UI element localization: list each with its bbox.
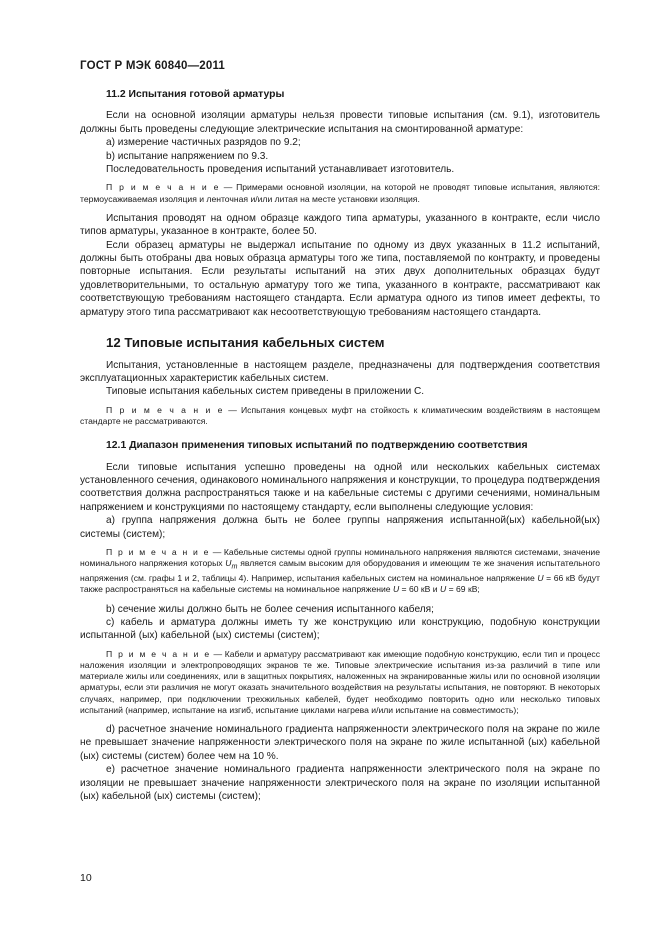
note: [80, 547, 600, 596]
note-text: является самым высоким для оборудования и имеющим те же значения испытательного напряжения (см. графы 1 и 2, таблицы 4). Например, испытания кабельных систем на номинальное напряжение: [80, 558, 600, 584]
note-text: = 69 кВ;: [446, 584, 480, 595]
page-number: 10: [80, 872, 92, 884]
list-item-b: b) испытание напряжением по 9.3.: [106, 150, 269, 162]
paragraph: Последовательность проведения испытаний устанавливает изготовитель.: [106, 164, 455, 176]
paragraph: Испытания проводят на одном образце каждого типа арматуры, указанного в контракте, если число типов арматуры, указанное в контракте, более 50.: [80, 212, 600, 238]
note-text: — Примерами основной изоляции, на которой не проводят типовые испытания, являются: термоусаживаемая изоляция и ленточная и/или литая на месте установки изоляция.: [80, 182, 600, 204]
document-code: ГОСТ Р МЭК 60840—2011: [80, 60, 226, 72]
symbol-u: U: [439, 584, 447, 595]
list-item-a: a) измерение частичных разрядов по 9.2;: [106, 137, 301, 149]
document-body: [80, 88, 600, 803]
note-text: = 66 кВ будут также распространяться на кабельные системы на номинальное напряжение: [80, 573, 600, 595]
list-item-e: e) расчетное значение номинального градиента напряженности электрического поля на экране по изоляции не превышает значение напряженности электрического поля на экране по изоляции испытанной (ых) кабельной (ых) системы (систем);: [80, 764, 600, 802]
list-item-a: a) группа напряжения должна быть не более группы напряжения испытанной(ых) кабельной(ых) системы (систем);: [80, 515, 600, 540]
paragraph: Если типовые испытания успешно проведены на одной или нескольких кабельных системах установленного сечения, одинакового номинального напряжения и конструкции, то процедура подтверждения соответствия должна распространяться также и на кабельные системы с другими сечениями, номинальным напряжением и конструкциями по настоящему стандарту, если выполнены следующие условия:: [80, 461, 600, 513]
note-label: П р и м е ч а н и е: [106, 182, 221, 193]
list-item-c: c) кабель и арматура должны иметь ту же конструкцию или конструкцию, подобную конструкции испытанной (ых) кабельной (ых) системы (систем);: [80, 616, 600, 642]
symbol-u: U: [392, 584, 400, 595]
note: [80, 649, 600, 716]
symbol-um-subscript: m: [231, 562, 238, 571]
symbol-u: U: [537, 573, 544, 584]
symbol-um: U: [225, 558, 232, 569]
note-text: — Испытания концевых муфт на стойкость к климатическим воздействиям в настоящем стандарте не рассматриваются.: [80, 404, 600, 426]
section-11-2-heading: 11.2 Испытания готовой арматуры: [106, 89, 285, 100]
section-12-1-heading: 12.1 Диапазон применения типовых испытаний по подтверждению соответствия: [106, 440, 528, 452]
paragraph: Если на основной изоляции арматуры нельзя провести типовые испытания (см. 9.1), изготовитель должны быть проведены следующие электрические испытания на смонтированной арматуре:: [80, 110, 600, 135]
section-12-heading: 12 Типовые испытания кабельных систем: [106, 335, 385, 351]
list-item-d: d) расчетное значение номинального градиента напряженности электрического поля на экране по жиле не превышает значение напряженности электрического поля на экране по жиле испытанной (ых) кабельной (ых) системы (систем) более чем на 10 %.: [80, 723, 600, 762]
note-text: — Кабельные системы одной группы номинального напряжения являются системами, значение номинального напряжения которых: [80, 546, 600, 569]
note: [80, 405, 600, 427]
list-item-b: b) сечение жилы должно быть не более сечения испытанного кабеля;: [106, 603, 434, 615]
note-text: = 60 кВ и: [399, 584, 440, 595]
note-text: — Кабели и арматуру рассматривают как имеющие подобную конструкцию, если тип и процесс наложения изоляции и электропроводящих экранов те же. Типовые электрические испытания из-за различий в типе или материале жилы или соединениях, или в защитных покрытиях, наложенных на экранированные жилы или по основной изоляции арматуры, если эти различия не могут оказать значительного воздействия на результаты испытания, не повторяют. В некоторых случаях, например, при подключении трехжильных кабелей, будет необходимо повторить одно или несколько типовых испытаний (например, испытание на изгиб, испытание циклами нагрева и/или испытание на совместимость);: [80, 648, 600, 715]
note: [80, 182, 600, 204]
note-label: П р и м е ч а н и е: [106, 404, 225, 415]
note-label: П р и м е ч а н и е: [106, 546, 211, 557]
paragraph: Типовые испытания кабельных систем приведены в приложении С.: [106, 386, 425, 398]
paragraph: Если образец арматуры не выдержал испытание по одному из двух указанных в 11.2 испытаний, должны быть отобраны два новых образца арматуры того же типа, поставляемой по контракту, и проведены повторные испытания. Если результаты испытаний на этих двух дополнительных образцах будут удовлетворительными, то остальную арматуру того же типа, указанного в контракте, рассматривают как соответствующую требованиям настоящего стандарта. Если арматура одного из типов имеет дефекты, то арматуру этого типа рассматривают как несоответствующую требованиям настоящего стандарта.: [80, 239, 600, 318]
note-label: П р и м е ч а н и е: [106, 648, 211, 659]
paragraph: Испытания, установленные в настоящем разделе, предназначены для подтверждения соответствия эксплуатационных характеристик кабельных систем.: [80, 359, 600, 384]
